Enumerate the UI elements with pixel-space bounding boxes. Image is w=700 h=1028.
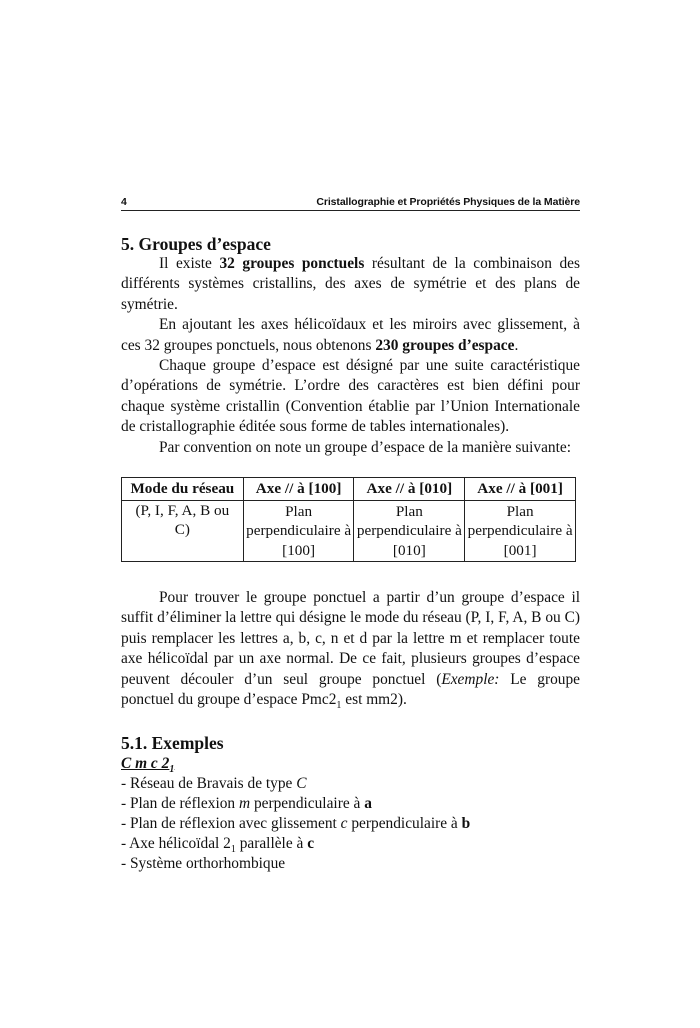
item-bold: a xyxy=(364,794,372,812)
table-cell: Plan perpendiculaire à [010] xyxy=(354,500,465,562)
item-text: - Axe hélicoïdal 2 xyxy=(121,835,231,853)
table-cell: (P, I, F, A, B ou C) xyxy=(122,500,244,562)
item-text: - Plan de réflexion avec glissement xyxy=(121,814,341,832)
table-header-row xyxy=(122,478,576,501)
paragraph-3: Chaque groupe d’espace est désigné par une suite caractéristique d’opérations de symétrie. L’ordre des caractères est bien défini pour chaque système cristallin (Convention établie par l’Union Internationale de cristallographie éditée sous forme de tables internationales). xyxy=(121,357,580,436)
example-label xyxy=(121,754,580,774)
p2-text-a: En ajoutant les axes hélicoïdaux et les miroirs avec glissement, à ces 32 groupes ponctuels, nous obtenons xyxy=(121,316,580,354)
p5-text-c: est mm2). xyxy=(341,691,407,709)
example-label-main: C m c 2 xyxy=(121,754,170,772)
item-text: perpendiculaire à xyxy=(347,814,462,832)
list-item xyxy=(121,834,580,854)
document-page xyxy=(121,196,580,875)
item-text: parallèle à xyxy=(235,835,308,853)
spacer xyxy=(121,562,580,588)
running-title: Cristallographie et Propriétés Physiques de la Matière xyxy=(316,196,580,208)
space-group-notation-table xyxy=(121,477,576,562)
table-header-cell: Axe // à [100] xyxy=(243,478,354,501)
p5-text-a: Pour trouver le groupe ponctuel a partir d’un groupe d’espace il suffit d’éliminer la lettre qui désigne le mode du réseau (P, I, F, A, B ou C) puis remplacer les lettres a, b, c, n et d par la lettre m et remplacer toute axe hélicoïdal par un axe normal. De ce fait, plusieurs groupes d’espace peuvent découler d’un seul groupe ponctuel ( xyxy=(121,589,580,688)
page-number: 4 xyxy=(121,196,127,208)
table-cell: Plan perpendiculaire à [100] xyxy=(243,500,354,562)
paragraph-1 xyxy=(121,254,580,315)
item-text: - Système orthorhombique xyxy=(121,855,286,873)
item-italic: m xyxy=(238,794,251,812)
item-bold: b xyxy=(461,814,471,832)
subsection-title: 5.1. Exemples xyxy=(121,732,224,753)
p2-bold: 230 groupes d’espace xyxy=(375,336,515,354)
list-item xyxy=(121,854,580,874)
list-item xyxy=(121,814,580,834)
table-header-cell: Axe // à [010] xyxy=(354,478,465,501)
table-header-cell: Axe // à [001] xyxy=(465,478,576,501)
paragraph-4: Par convention on note un groupe d’espace de la manière suivante: xyxy=(159,438,571,456)
item-text: perpendiculaire à xyxy=(250,794,365,812)
section-title: 5. Groupes d’espace xyxy=(121,234,271,254)
running-header xyxy=(121,196,580,211)
item-text: - Réseau de Bravais de type xyxy=(121,774,297,792)
table-cell: Plan perpendiculaire à [001] xyxy=(465,500,576,562)
p5-subscript: 1 xyxy=(336,700,342,712)
item-subscript: 1 xyxy=(230,844,236,856)
paragraph-5 xyxy=(121,588,580,710)
p5-text-b: Le groupe ponctuel du groupe d’espace Pmc2 xyxy=(121,670,580,709)
list-item xyxy=(121,794,580,814)
p1-text-c: résultant de la combinaison des différents systèmes cristallins, des axes de symétrie et des plans de symétrie. xyxy=(121,255,580,313)
item-text: - Plan de réflexion xyxy=(121,794,239,812)
p1-text-a: Il existe xyxy=(159,255,220,272)
item-bold: c xyxy=(307,835,315,853)
table-body-row xyxy=(122,500,576,562)
p1-bold: 32 groupes ponctuels xyxy=(219,255,365,272)
item-italic: c xyxy=(340,814,348,832)
p2-text-c: . xyxy=(514,336,519,354)
example-label-sub: 1 xyxy=(169,763,175,775)
item-italic: C xyxy=(296,774,307,792)
list-item xyxy=(121,774,580,794)
paragraph-2 xyxy=(121,315,580,356)
table-header-cell: Mode du réseau xyxy=(122,478,244,501)
p5-example-label: Exemple: xyxy=(441,670,500,688)
